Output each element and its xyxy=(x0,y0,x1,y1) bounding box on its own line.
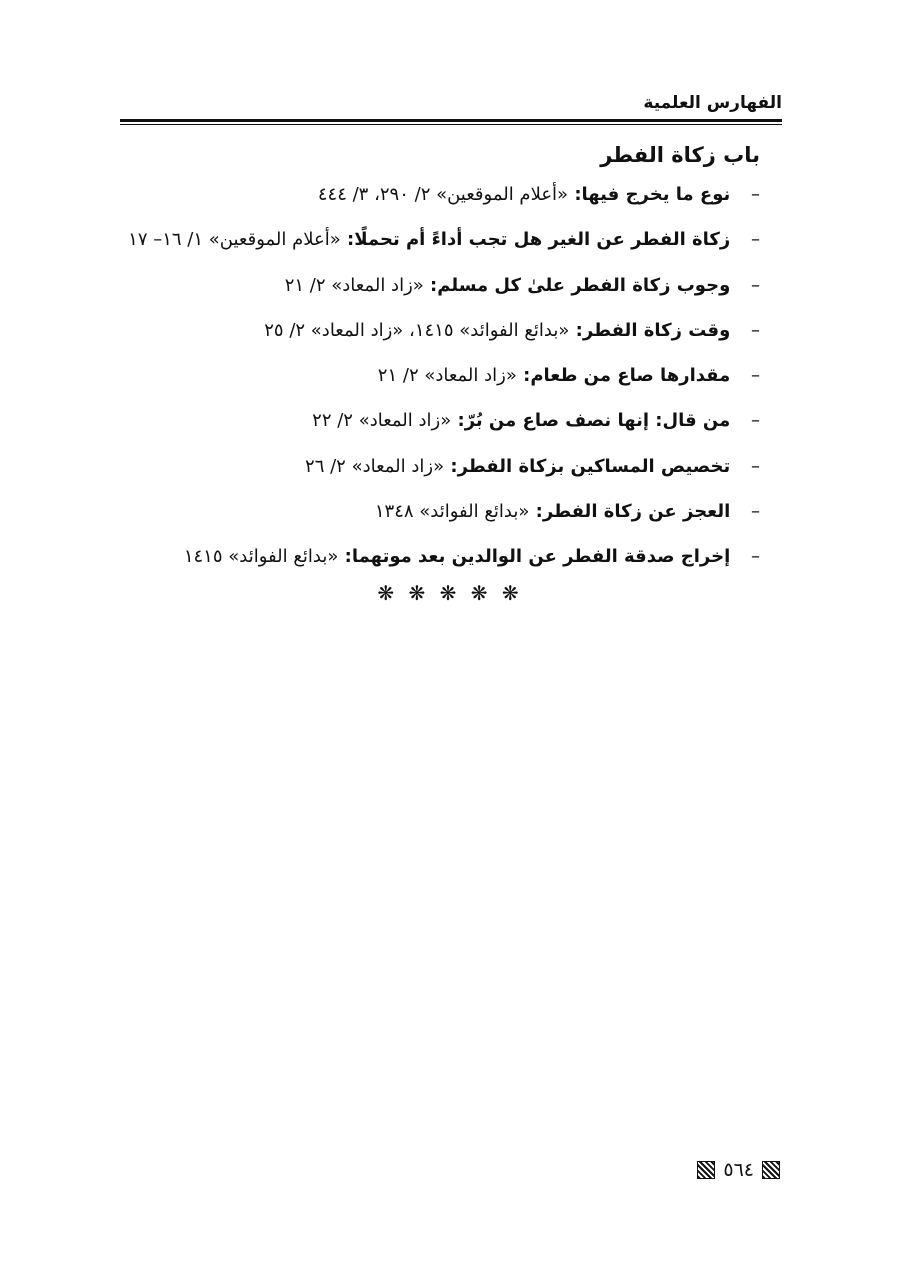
entry-dash: – xyxy=(751,546,760,568)
entry-topic: وجوب زكاة الفطر علىٰ كل مسلم: xyxy=(423,274,731,296)
entry-dash: – xyxy=(751,184,760,205)
entry-references: «أعلام الموقعين» ١/ ١٦– ١٧ xyxy=(128,229,341,251)
index-entry xyxy=(120,172,760,217)
entry-topic: العجز عن زكاة الفطر: xyxy=(529,501,731,523)
index-entries xyxy=(120,172,760,580)
entry-references: «زاد المعاد» ٢/ ٢٢ xyxy=(312,410,452,432)
entry-references: «زاد المعاد» ٢/ ٢١ xyxy=(377,365,517,387)
entry-dash: – xyxy=(751,501,760,523)
running-header: الفهارس العلمية xyxy=(643,93,782,113)
index-entry xyxy=(120,398,760,443)
square-ornament-icon xyxy=(762,1161,780,1179)
page-number: ٥٦٤ xyxy=(723,1159,754,1181)
entry-topic: من قال: إنها نصف صاع من بُرّ: xyxy=(451,410,731,432)
entry-topic: تخصيص المساكين بزكاة الفطر: xyxy=(444,455,731,477)
index-entry xyxy=(120,217,760,262)
entry-topic: وقت زكاة الفطر: xyxy=(569,319,731,341)
index-entry xyxy=(120,308,760,353)
index-entry xyxy=(120,353,760,398)
page-footer xyxy=(697,1155,780,1185)
header-rule-thick xyxy=(120,119,782,122)
index-entry xyxy=(120,263,760,308)
entry-references: «بدائع الفوائد» ١٣٤٨ xyxy=(374,501,530,523)
entry-topic: مقدارها صاع من طعام: xyxy=(516,365,731,387)
entry-references: «زاد المعاد» ٢/ ٢٦ xyxy=(305,455,445,477)
entry-dash: – xyxy=(751,319,760,341)
section-end-asterisks: ❋ ❋ ❋ ❋ ❋ xyxy=(377,581,523,605)
index-entry xyxy=(120,534,760,579)
entry-references: «بدائع الفوائد» ١٤١٥ xyxy=(183,546,339,568)
entry-topic: نوع ما يخرج فيها: xyxy=(568,184,731,205)
entry-references: «زاد المعاد» ٢/ ٢١ xyxy=(284,274,424,296)
entry-dash: – xyxy=(751,455,760,477)
entry-dash: – xyxy=(751,229,760,251)
entry-dash: – xyxy=(751,365,760,387)
entry-topic: زكاة الفطر عن الغير هل تجب أداءً أم تحملًا: xyxy=(340,229,731,251)
entry-references: «بدائع الفوائد» ١٤١٥، «زاد المعاد» ٢/ ٢٥ xyxy=(264,319,570,341)
entry-references: «أعلام الموقعين» ٢/ ٢٩٠، ٣/ ٤٤٤ xyxy=(317,184,569,205)
index-entry xyxy=(120,489,760,534)
section-title: باب زكاة الفطر xyxy=(600,143,760,167)
index-entry xyxy=(120,444,760,489)
square-ornament-icon xyxy=(697,1161,715,1179)
entry-dash: – xyxy=(751,410,760,432)
entry-dash: – xyxy=(751,274,760,296)
entry-topic: إخراج صدقة الفطر عن الوالدين بعد موتهما: xyxy=(338,546,731,568)
header-rule-thin xyxy=(120,124,782,125)
